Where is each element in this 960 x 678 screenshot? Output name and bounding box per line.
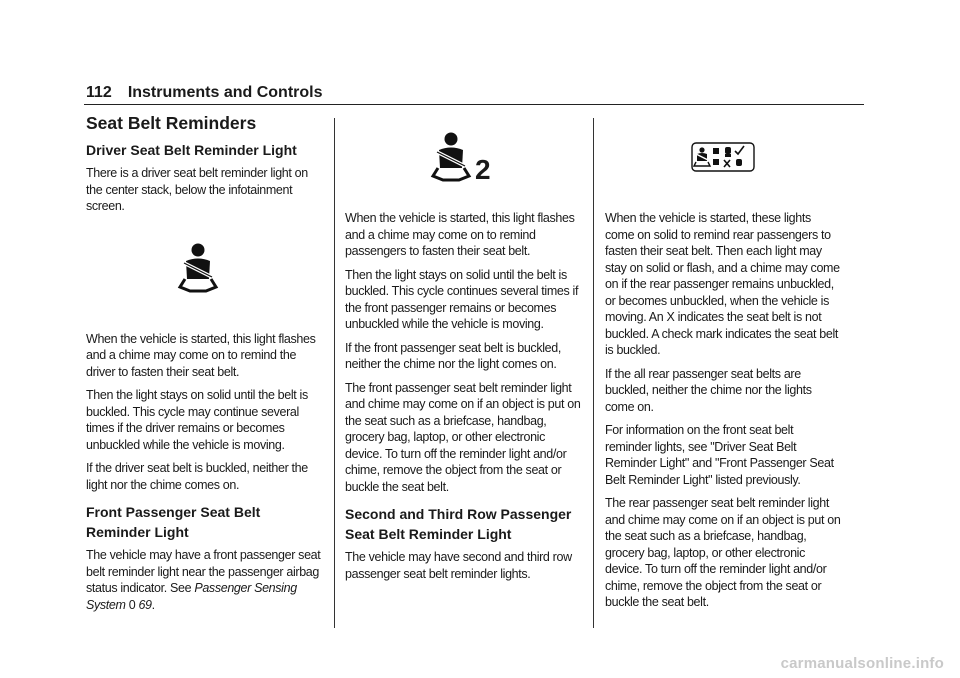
- driver-paragraph-1: There is a driver seat belt reminder light on the center stack, below the infotainment screen.: [86, 166, 308, 213]
- column-2: [345, 112, 581, 582]
- rear-paragraph-1: When the vehicle is started, these lights come on solid to remind rear passengers to fasten their seat belt. Then each light may stay on solid or flash, and a chime may come on if the rear passenger remains unbuckled, or becomes unbuckled, when the vehicle is moving. An X indicates the seat belt is not buckled. A check mark indicates the seat belt is buckled.: [605, 211, 840, 357]
- rear-icon-area: [605, 112, 841, 210]
- rear-paragraph-3: For information on the front seat belt reminder lights, see "Driver Seat Belt Reminder Light" and "Front Passenger Seat Belt Reminder Light" listed previously.: [605, 423, 834, 487]
- driver-paragraph-2: When the vehicle is started, this light flashes and a chime may come on to remind the driver to fasten their seat belt.: [86, 331, 316, 379]
- rear-paragraph-2: If the all rear passenger seat belts are buckled, neither the chime nor the lights come on.: [605, 366, 812, 414]
- column-divider: [334, 118, 335, 628]
- rear-rows-heading: Second and Third Row Passenger Seat Belt Reminder Light: [345, 506, 572, 542]
- driver-paragraph-3: Then the light stays on solid until the belt is buckled. This cycle may continue several times if the driver remains or becomes unbuckled while the vehicle is moving.: [86, 388, 308, 452]
- column-1: [86, 112, 322, 613]
- page-header: [86, 84, 323, 102]
- passenger-paragraph-2: Then the light stays on solid until the belt is buckled. This cycle continues several times if the front passenger remains or becomes unbuckled while the vehicle is moving.: [345, 267, 579, 331]
- passenger-sensing-link[interactable]: Passenger Sensing System: [86, 581, 297, 612]
- seat-belt-icon: [176, 243, 220, 295]
- front-passenger-paragraph: The vehicle may have a front passenger seat belt reminder light near the passenger airbag status indicator. See Passenger Sensing System 0 69.: [86, 548, 321, 612]
- seat-belt-reminders-title: Seat Belt Reminders: [86, 113, 257, 133]
- column-3: [605, 112, 841, 611]
- passenger-seat-belt-icon: [428, 132, 474, 184]
- section-title: Instruments and Controls: [127, 84, 323, 101]
- header-rule: [84, 104, 864, 105]
- page-number: 112: [86, 84, 112, 101]
- driver-reminder-heading: Driver Seat Belt Reminder Light: [86, 142, 297, 158]
- passenger-icon-area: [345, 112, 581, 210]
- passenger-paragraph-3: If the front passenger seat belt is buckled, neither the chime nor the light comes on.: [345, 340, 561, 371]
- rear-paragraph-4: The rear passenger seat belt reminder light and chime may come on if an object is put on the seat such as a briefcase, handbag, grocery bag, laptop, or other electronic device. To turn off the reminder light and/or chime, remove the object from the seat or buckle the seat belt.: [605, 496, 841, 609]
- page-ref-number[interactable]: 69: [138, 597, 152, 612]
- watermark: carmanualsonline.info: [780, 655, 944, 672]
- driver-paragraph-4: If the driver seat belt is buckled, neither the light nor the chime comes on.: [86, 461, 308, 492]
- passenger-paragraph-4: The front passenger seat belt reminder light and chime may come on if an object is put on the seat such as a briefcase, handbag, grocery bag, laptop, or other electronic device. To turn off the reminder light and/or chime, remove the object from the seat or buckle the seat belt.: [345, 380, 581, 494]
- passenger-paragraph-1: When the vehicle is started, this light flashes and a chime may come on to remind passengers to fasten their seat belt.: [345, 211, 575, 258]
- rear-rows-paragraph: The vehicle may have second and third row passenger seat belt reminder lights.: [345, 550, 572, 581]
- front-passenger-heading: Front Passenger Seat Belt Reminder Light: [86, 504, 261, 540]
- driver-icon-area: [86, 215, 322, 331]
- footer: [0, 648, 960, 678]
- page-ref-arrow: 0: [128, 597, 136, 612]
- column-divider: [593, 118, 594, 628]
- rear-seat-belt-status-icon: [691, 142, 755, 172]
- passenger-icon-number: 2: [475, 154, 491, 185]
